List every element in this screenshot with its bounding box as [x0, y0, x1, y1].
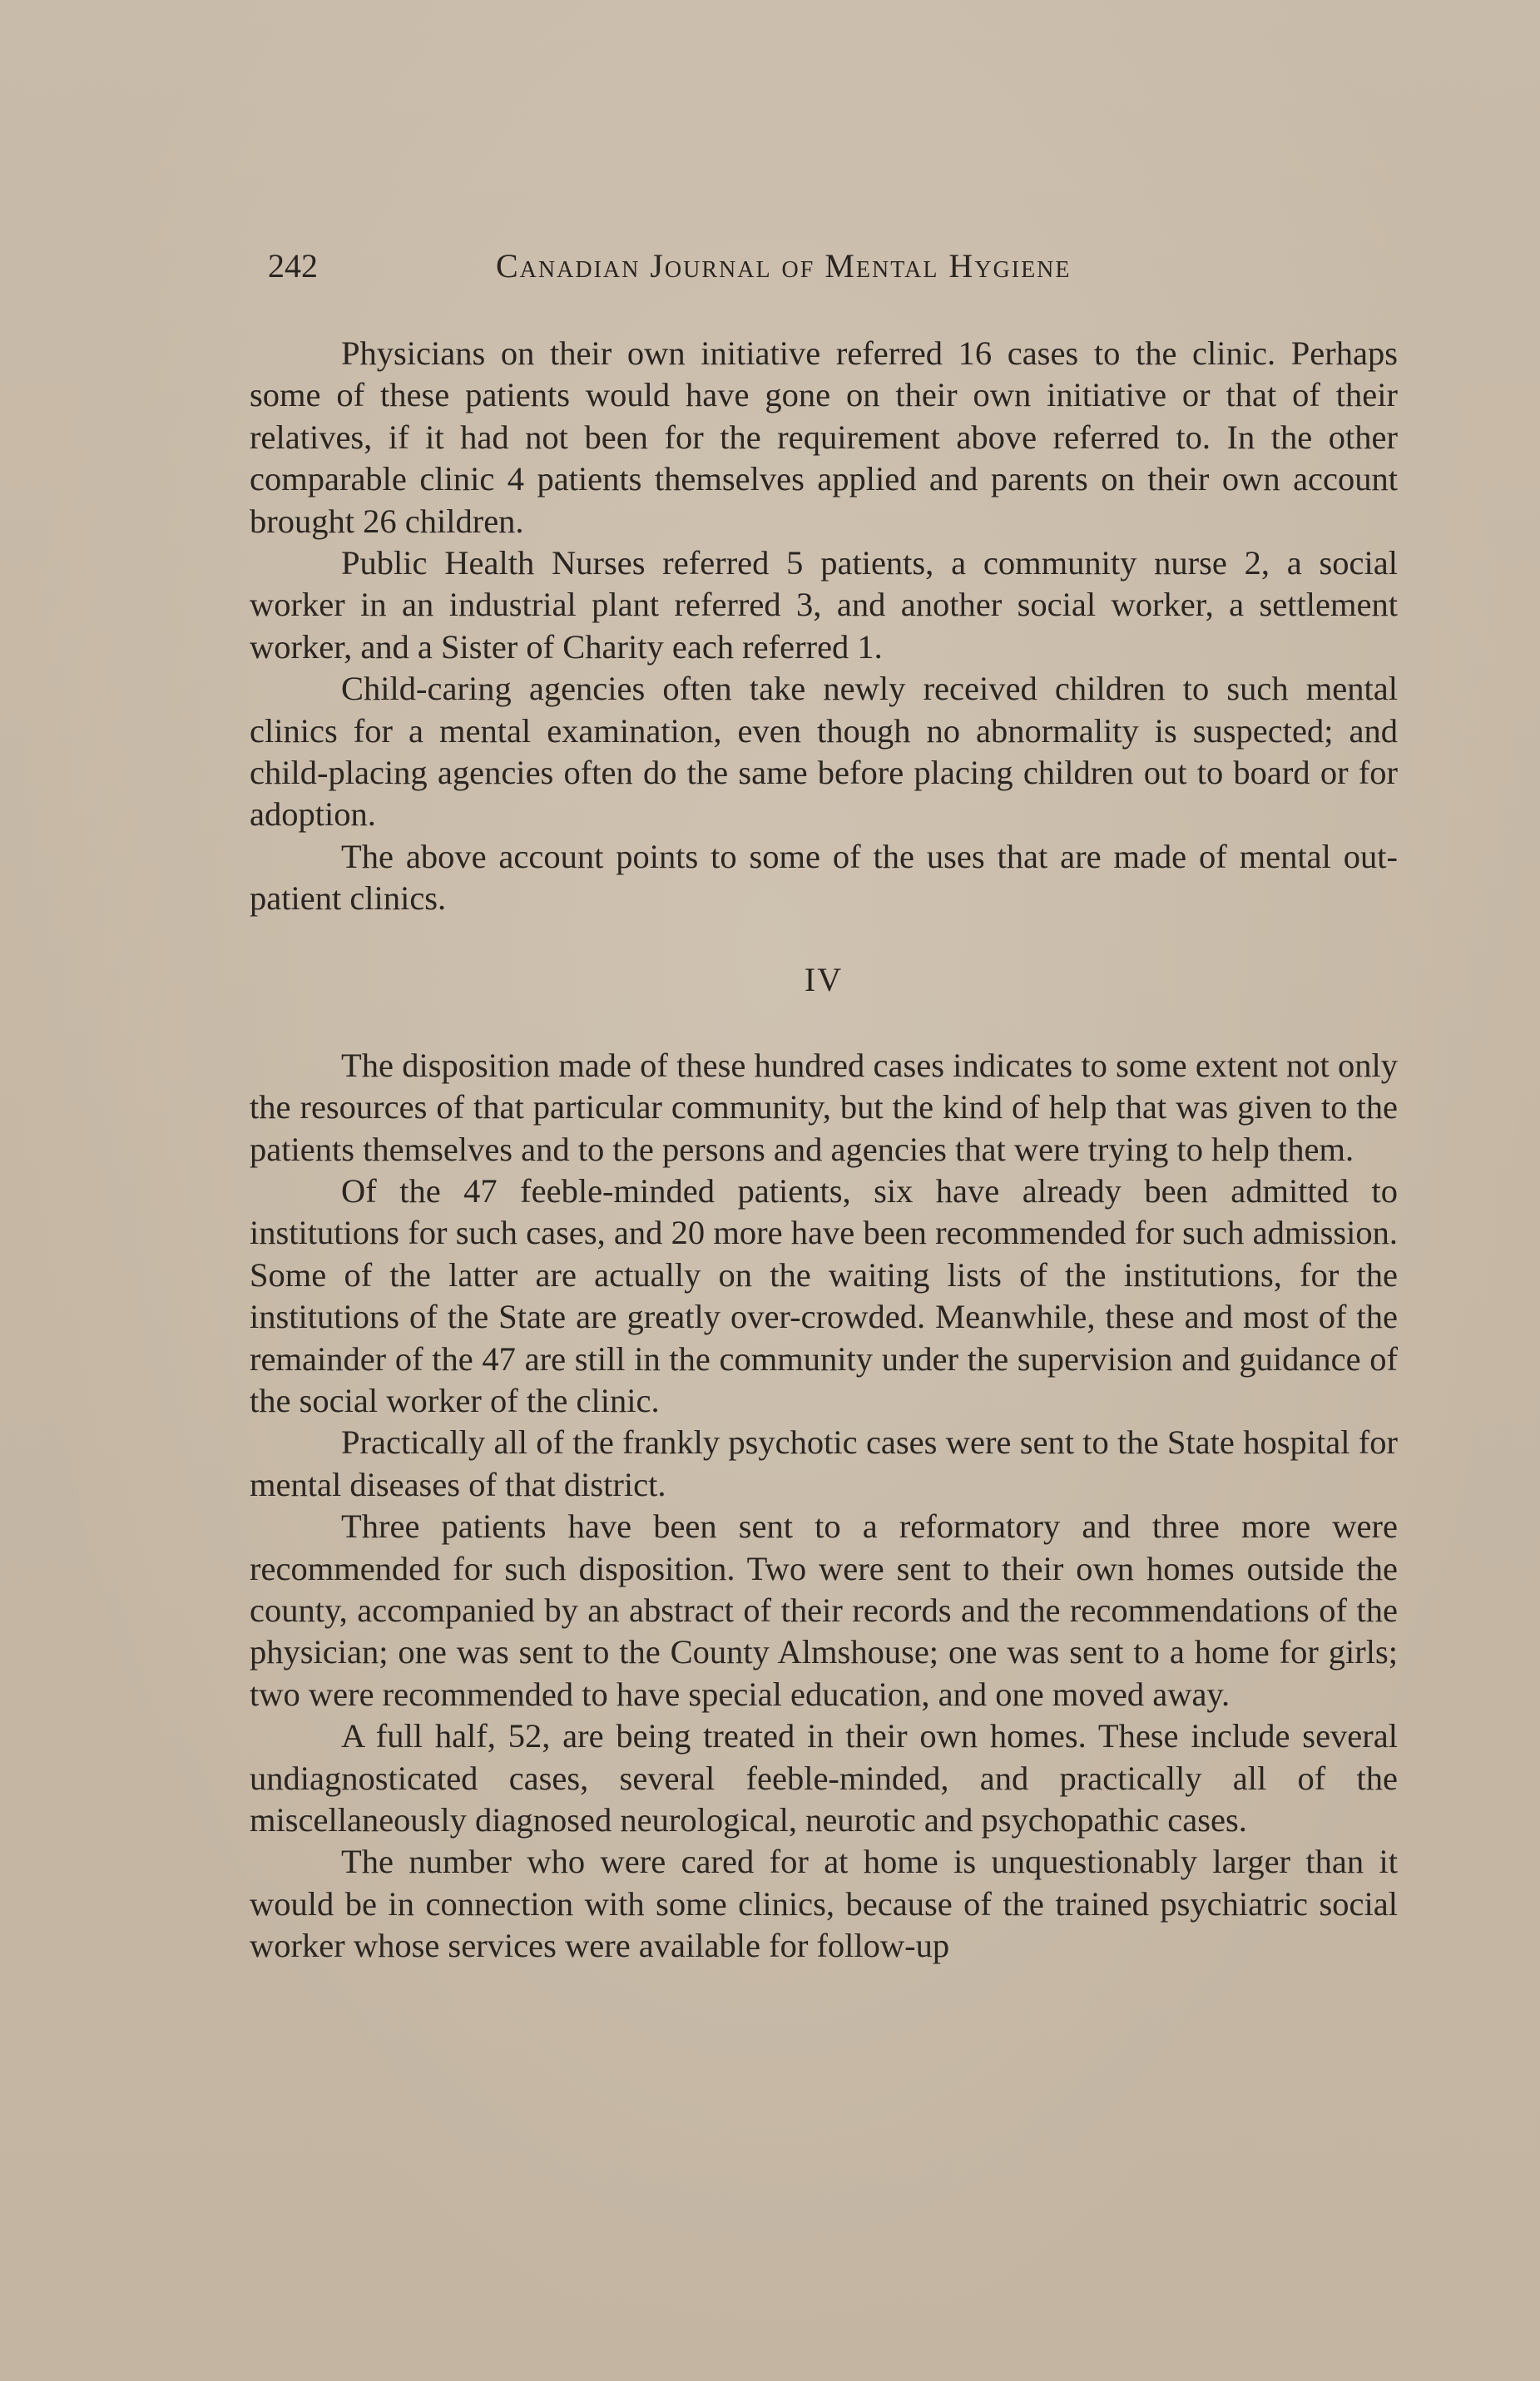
paragraph: The disposition made of these hundred cases indicates to some extent not only the resources of that particular community, but the kind of help that was given to the patients themselves and to the persons and agencies that were trying to help them. [250, 1046, 1398, 1168]
paragraph: Child-caring agencies often take newly received children to such mental clinics for a mental examination, even though no abnormality is suspected; and child-placing agencies often do the same before placing children out to board or for adoption. [250, 670, 1398, 834]
paragraph: Three patients have been sent to a reformatory and three more were recommended for such disposition. Two were sent to their own homes outside the county, accompanied by an abstract of their records and the recommendations of the physician; one was sent to the County Almshouse; one was sent to a home for girls; two were recommended to have special education, and one moved away. [250, 1507, 1398, 1713]
paragraph: A full half, 52, are being treated in their own homes. These include several undiagnosticated cases, several feeble-minded, and practically all of the miscellaneously diagnosed neurological, neurotic and psychopathic cases. [250, 1717, 1398, 1839]
body-text [250, 333, 1398, 1968]
running-title: Canadian Journal of Mental Hygiene [496, 247, 1072, 285]
paragraph: Of the 47 feeble-minded patients, six have already been admitted to institutions for such cases, and 20 more have been recommended for such admission. Some of the latter are actually on the waiting lists of the institutions, for the institutions of the State are greatly over-crowded. Meanwhile, these and most of the remainder of the 47 are still in the community under the supervision and guidance of the social worker of the clinic. [250, 1171, 1398, 1419]
section-heading: IV [804, 960, 844, 998]
paragraph: The above account points to some of the uses that are made of mental out-patient clinics. [250, 837, 1398, 918]
paragraph: Public Health Nurses referred 5 patients, a community nurse 2, a social worker in an industrial plant referred 3, and another social worker, a settlement worker, and a Sister of Charity each referred 1. [250, 544, 1398, 666]
paragraph: The number who were cared for at home is unquestionably larger than it would be in connection with some clinics, because of the trained psychiatric social worker whose services were available for follow-up [250, 1843, 1398, 1965]
page-header [268, 246, 1200, 296]
page-number: 242 [268, 247, 318, 285]
paragraph: Physicians on their own initiative referred 16 cases to the clinic. Perhaps some of these patients would have gone on their own initiative or that of their relatives, if it had not been for the requirement above referred to. In the other comparable clinic 4 patients themselves applied and parents on their own account brought 26 children. [250, 334, 1398, 540]
paragraph: Practically all of the frankly psychotic cases were sent to the State hospital for mental diseases of that district. [250, 1423, 1398, 1503]
